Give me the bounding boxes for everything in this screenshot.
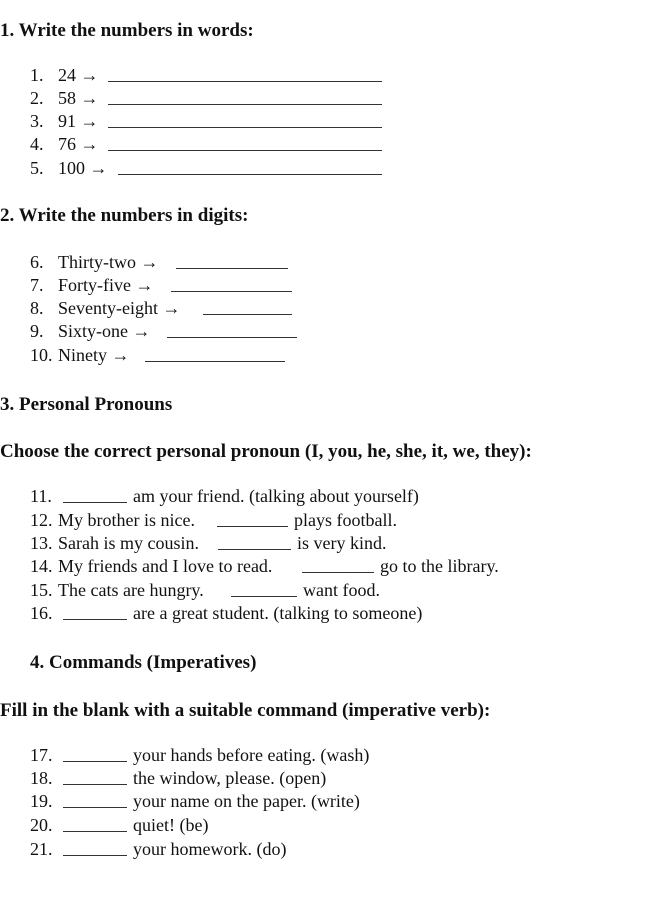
item-prompt: Sixty-one → bbox=[58, 321, 151, 341]
exercise-item bbox=[30, 320, 622, 343]
answer-blank[interactable] bbox=[108, 135, 382, 151]
item-prompt: Sarah is my cousin. bbox=[58, 533, 199, 553]
exercise-item bbox=[30, 744, 622, 767]
item-continuation: is very kind. bbox=[297, 533, 387, 553]
exercise-item bbox=[30, 532, 622, 555]
exercise-item bbox=[30, 509, 622, 532]
answer-blank[interactable] bbox=[145, 346, 285, 362]
section-heading: 1. Write the numbers in words: bbox=[0, 20, 254, 41]
item-prompt: 24 → bbox=[58, 65, 99, 85]
item-number: 8. bbox=[30, 298, 44, 318]
item-prompt: 100 → bbox=[58, 158, 108, 178]
exercise-item bbox=[30, 64, 622, 87]
exercise-item bbox=[30, 555, 622, 578]
answer-blank[interactable] bbox=[63, 604, 127, 620]
item-continuation: your hands before eating. (wash) bbox=[133, 745, 370, 765]
item-number: 6. bbox=[30, 252, 44, 272]
item-continuation: am your friend. (talking about yourself) bbox=[133, 486, 419, 506]
item-number: 9. bbox=[30, 321, 44, 341]
item-continuation: go to the library. bbox=[380, 556, 499, 576]
answer-blank[interactable] bbox=[118, 159, 382, 175]
answer-blank[interactable] bbox=[171, 276, 292, 292]
item-number: 12. bbox=[30, 510, 53, 530]
item-number: 13. bbox=[30, 533, 53, 553]
item-number: 2. bbox=[30, 88, 44, 108]
exercise-item bbox=[30, 485, 622, 508]
answer-blank[interactable] bbox=[63, 769, 127, 785]
item-number: 7. bbox=[30, 275, 44, 295]
item-prompt: Seventy-eight → bbox=[58, 298, 181, 318]
answer-blank[interactable] bbox=[108, 112, 382, 128]
item-continuation: want food. bbox=[303, 580, 380, 600]
item-prompt: Ninety → bbox=[58, 345, 130, 365]
item-number: 16. bbox=[30, 603, 53, 623]
item-number: 3. bbox=[30, 111, 44, 131]
item-number: 19. bbox=[30, 791, 53, 811]
item-continuation: quiet! (be) bbox=[133, 815, 209, 835]
answer-blank[interactable] bbox=[63, 746, 127, 762]
answer-blank[interactable] bbox=[63, 816, 127, 832]
answer-blank[interactable] bbox=[108, 66, 382, 82]
item-continuation: plays football. bbox=[294, 510, 397, 530]
answer-blank[interactable] bbox=[231, 581, 297, 597]
item-number: 4. bbox=[30, 134, 44, 154]
section-heading: 3. Personal Pronouns bbox=[0, 394, 173, 415]
exercise-item bbox=[30, 579, 622, 602]
exercise-item bbox=[30, 274, 622, 297]
section-instruction: Choose the correct personal pronoun (I, you, he, she, it, we, they): bbox=[0, 441, 532, 462]
item-number: 17. bbox=[30, 745, 53, 765]
exercise-item bbox=[30, 133, 622, 156]
item-continuation: are a great student. (talking to someone) bbox=[133, 603, 423, 623]
item-continuation: your homework. (do) bbox=[133, 839, 287, 859]
item-number: 15. bbox=[30, 580, 53, 600]
answer-blank[interactable] bbox=[218, 534, 291, 550]
answer-blank[interactable] bbox=[63, 792, 127, 808]
exercise-item bbox=[30, 87, 622, 110]
section-heading: 2. Write the numbers in digits: bbox=[0, 205, 249, 226]
item-number: 21. bbox=[30, 839, 53, 859]
item-number: 18. bbox=[30, 768, 53, 788]
item-prompt: 76 → bbox=[58, 134, 99, 154]
exercise-item bbox=[30, 157, 622, 180]
item-prompt: My friends and I love to read. bbox=[58, 556, 273, 576]
answer-blank[interactable] bbox=[302, 557, 374, 573]
item-number: 11. bbox=[30, 486, 52, 506]
answer-blank[interactable] bbox=[167, 322, 297, 338]
answer-blank[interactable] bbox=[203, 299, 292, 315]
answer-blank[interactable] bbox=[63, 487, 127, 503]
item-number: 5. bbox=[30, 158, 44, 178]
item-number: 10. bbox=[30, 345, 53, 365]
exercise-item bbox=[30, 790, 622, 813]
exercise-item bbox=[30, 251, 622, 274]
exercise-item bbox=[30, 838, 622, 861]
exercise-item bbox=[30, 814, 622, 837]
item-prompt: Forty-five → bbox=[58, 275, 154, 295]
item-continuation: your name on the paper. (write) bbox=[133, 791, 360, 811]
answer-blank[interactable] bbox=[176, 253, 288, 269]
exercise-item bbox=[30, 602, 622, 625]
item-number: 1. bbox=[30, 65, 44, 85]
item-prompt: Thirty-two → bbox=[58, 252, 159, 272]
exercise-item bbox=[30, 297, 622, 320]
item-prompt: 58 → bbox=[58, 88, 99, 108]
answer-blank[interactable] bbox=[217, 511, 288, 527]
item-prompt: 91 → bbox=[58, 111, 99, 131]
section-instruction: Fill in the blank with a suitable command (imperative verb): bbox=[0, 700, 491, 721]
item-number: 20. bbox=[30, 815, 53, 835]
item-prompt: The cats are hungry. bbox=[58, 580, 204, 600]
item-continuation: the window, please. (open) bbox=[133, 768, 327, 788]
exercise-item bbox=[30, 767, 622, 790]
item-prompt: My brother is nice. bbox=[58, 510, 195, 530]
section-heading: 4. Commands (Imperatives) bbox=[30, 652, 257, 673]
item-number: 14. bbox=[30, 556, 53, 576]
exercise-item bbox=[30, 110, 622, 133]
exercise-item bbox=[30, 344, 622, 367]
answer-blank[interactable] bbox=[63, 840, 127, 856]
answer-blank[interactable] bbox=[108, 89, 382, 105]
